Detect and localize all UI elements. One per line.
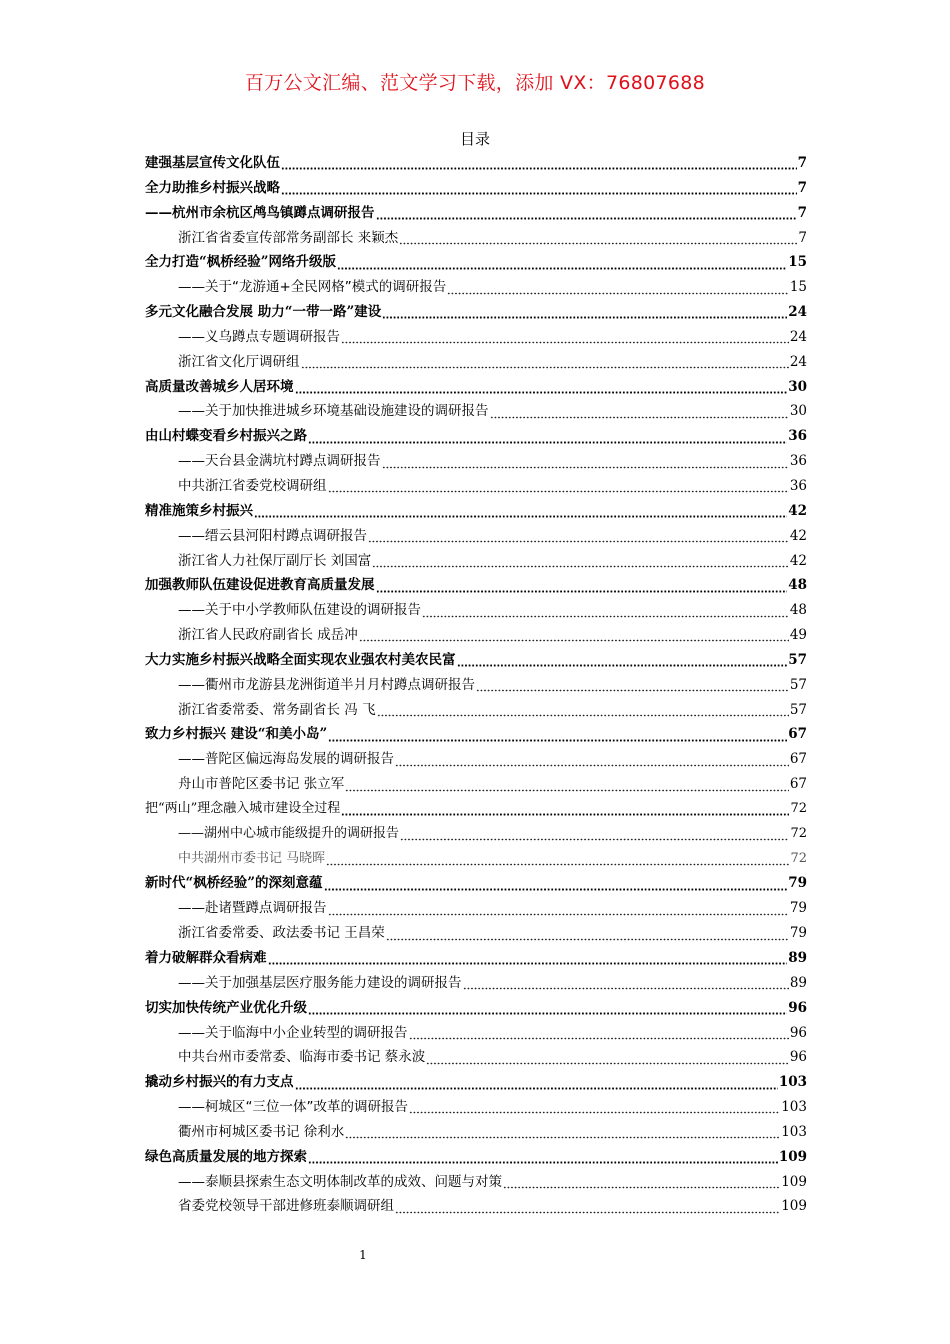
toc-entry[interactable] — [145, 1021, 807, 1046]
dot-leader — [308, 430, 787, 444]
toc-entry-title: 浙江省省委宣传部常务副部长 来颖杰 — [178, 229, 399, 246]
toc-entry[interactable] — [145, 772, 807, 797]
toc-entry-title: 撬动乡村振兴的有力支点 — [145, 1074, 294, 1091]
toc-entry[interactable] — [145, 499, 807, 524]
toc-entry[interactable] — [145, 623, 807, 648]
toc-entry-title: 浙江省人民政府副省长 成岳冲 — [178, 627, 358, 644]
toc-entry-page: 57 — [788, 651, 807, 668]
dot-leader — [308, 1001, 787, 1015]
toc-entry[interactable] — [145, 250, 807, 275]
toc-entry-page: 67 — [789, 776, 807, 793]
toc-entry-page: 96 — [788, 999, 807, 1016]
toc-entry-title: 精准施策乡村振兴 — [145, 502, 253, 519]
toc-entry[interactable] — [145, 1145, 807, 1170]
toc-entry[interactable] — [145, 1120, 807, 1145]
toc-entry-title: 由山村蝶变看乡村振兴之路 — [145, 428, 307, 445]
toc-entry-page: 103 — [781, 1099, 807, 1116]
toc-entry[interactable] — [145, 226, 807, 251]
toc-entry[interactable] — [145, 971, 807, 996]
toc-entry-title: 浙江省人力社保厅副厅长 刘国富 — [178, 552, 372, 569]
dot-leader — [382, 305, 787, 319]
toc-entry-title: 加强教师队伍建设促进教育高质量发展 — [145, 577, 375, 594]
dot-leader — [341, 330, 789, 344]
toc-entry-title: 大力实施乡村振兴战略全面实现农业强农村美农民富 — [145, 651, 456, 668]
dot-leader — [328, 728, 787, 742]
toc-entry-page: 24 — [789, 328, 807, 345]
toc-entry-title: 绿色高质量发展的地方探索 — [145, 1148, 307, 1165]
toc-entry[interactable] — [145, 325, 807, 350]
toc-entry-title: ——关于加强基层医疗服务能力建设的调研报告 — [178, 974, 462, 991]
toc-entry[interactable] — [145, 1045, 807, 1070]
toc-entry[interactable] — [145, 1194, 807, 1219]
toc-entry[interactable] — [145, 747, 807, 772]
toc-entry[interactable] — [145, 797, 807, 822]
dot-leader — [328, 479, 789, 493]
toc-entry-page: 48 — [789, 602, 807, 619]
dot-leader — [345, 778, 789, 792]
dot-leader — [254, 504, 787, 518]
toc-entry[interactable] — [145, 449, 807, 474]
toc-entry-title: 浙江省委常委、常务副省长 冯 飞 — [178, 701, 376, 718]
toc-entry-title: 着力破解群众看病难 — [145, 950, 267, 966]
toc-entry-page: 57 — [789, 701, 807, 718]
toc-entry-page: 96 — [789, 1024, 807, 1041]
dot-leader — [395, 753, 789, 767]
toc-entry-page: 36 — [789, 477, 807, 494]
toc-entry-title: 新时代“枫桥经验”的深刻意蕴 — [145, 875, 323, 892]
toc-entry[interactable] — [145, 871, 807, 896]
dot-leader — [308, 1150, 778, 1164]
toc-entry-page: 89 — [789, 974, 807, 991]
toc-entry[interactable] — [145, 424, 807, 449]
toc-entry-page: 48 — [788, 577, 807, 594]
dot-leader — [326, 852, 789, 866]
toc-entry-page: 15 — [788, 254, 807, 271]
toc-entry[interactable] — [145, 375, 807, 400]
toc-entry-title: 中共湖州市委书记 马晓晖 — [178, 850, 326, 866]
toc-entry-page: 7 — [797, 204, 807, 221]
toc-entry-page: 30 — [788, 378, 807, 395]
toc-entry-page: 67 — [789, 751, 807, 768]
dot-leader — [295, 1076, 778, 1090]
toc-entry-title: ——普陀区偏远海岛发展的调研报告 — [178, 751, 394, 768]
toc-entry-title: ——天台县金满坑村蹲点调研报告 — [178, 453, 381, 470]
toc-entry[interactable] — [145, 598, 807, 623]
toc-entry-page: 7 — [797, 155, 807, 171]
toc-entry[interactable] — [145, 847, 807, 872]
toc-entry[interactable] — [145, 176, 807, 201]
toc-entry-title: ——衢州市龙游县龙洲街道半爿月村蹲点调研报告 — [178, 676, 475, 693]
toc-entry-title: 浙江省文化厅调研组 — [178, 353, 300, 370]
dot-leader — [295, 380, 788, 394]
dot-leader — [409, 1026, 789, 1040]
toc-entry[interactable] — [145, 573, 807, 598]
toc-entry-page: 109 — [781, 1198, 807, 1215]
dot-leader — [281, 156, 797, 170]
toc-entry[interactable] — [145, 822, 807, 847]
toc-entry[interactable] — [145, 921, 807, 946]
toc-entry-page: 49 — [789, 627, 807, 644]
toc-entry-page: 103 — [781, 1123, 807, 1140]
toc-entry[interactable] — [145, 648, 807, 673]
toc-entry-title: ——柯城区“三位一体”改革的调研报告 — [178, 1099, 408, 1116]
toc-entry-page: 24 — [788, 304, 807, 321]
dot-leader — [395, 1200, 780, 1214]
toc-entry-title: 多元文化融合发展 助力“一带一路”建设 — [145, 304, 382, 321]
toc-entry-title: 浙江省委常委、政法委书记 王昌荣 — [178, 925, 385, 942]
toc-entry-page: 89 — [788, 950, 807, 966]
dot-leader — [324, 877, 788, 891]
toc-entry-title: ——义乌蹲点专题调研报告 — [178, 328, 340, 345]
toc-entry[interactable] — [145, 698, 807, 723]
toc-entry-page: 67 — [788, 726, 807, 743]
toc-entry[interactable] — [145, 399, 807, 424]
toc-entry-page: 109 — [781, 1173, 807, 1190]
dot-leader — [328, 902, 789, 916]
toc-entry-page: 72 — [790, 800, 807, 816]
toc-entry-title: 全力打造“枫桥经验”网络升级版 — [145, 254, 337, 271]
dot-leader — [503, 1175, 780, 1189]
toc-entry-page: 42 — [789, 527, 807, 544]
page-number: 1 — [359, 1248, 367, 1262]
toc-entry[interactable] — [145, 275, 807, 300]
dot-leader — [490, 405, 789, 419]
toc-entry-page: 103 — [778, 1074, 807, 1091]
toc-entry[interactable] — [145, 524, 807, 549]
toc-entry-page: 57 — [789, 676, 807, 693]
toc-entry[interactable] — [145, 1095, 807, 1120]
dot-leader — [377, 703, 789, 717]
toc-entry[interactable] — [145, 1170, 807, 1195]
dot-leader — [268, 951, 788, 965]
toc-entry-page: 24 — [789, 353, 807, 370]
dot-leader — [426, 1051, 789, 1065]
toc-entry[interactable] — [145, 996, 807, 1021]
toc-entry[interactable] — [145, 896, 807, 921]
toc-entry-title: 衢州市柯城区委书记 徐利水 — [178, 1123, 345, 1140]
toc-entry[interactable] — [145, 474, 807, 499]
toc-entry-title: 建强基层宣传文化队伍 — [145, 155, 280, 171]
dot-leader — [422, 604, 789, 618]
toc-entry-page: 96 — [789, 1049, 807, 1066]
toc-entry-title: ——关于中小学教师队伍建设的调研报告 — [178, 602, 421, 619]
toc-entry-title: 全力助推乡村振兴战略 — [145, 179, 280, 196]
toc-entry-page: 30 — [789, 403, 807, 420]
toc-entry-page: 15 — [789, 279, 807, 296]
dot-leader — [400, 827, 789, 841]
toc-entry-page: 109 — [778, 1148, 807, 1165]
dot-leader — [376, 579, 788, 593]
toc-entry-title: 把“两山”理念融入城市建设全过程 — [145, 800, 341, 816]
dot-leader — [301, 355, 789, 369]
toc-entry-page: 36 — [788, 428, 807, 445]
dot-leader — [457, 653, 788, 667]
toc-entry-page: 79 — [789, 925, 807, 942]
toc-entry[interactable] — [145, 151, 807, 176]
dot-leader — [337, 256, 787, 270]
toc-entry-title: ——赴诸暨蹲点调研报告 — [178, 900, 327, 917]
toc-entry[interactable] — [145, 946, 807, 971]
toc-entry-page: 7 — [798, 229, 807, 246]
toc-entry-title: 高质量改善城乡人居环境 — [145, 378, 294, 395]
toc-entry-title: 中共浙江省委党校调研组 — [178, 477, 327, 494]
dot-leader — [345, 1125, 780, 1139]
dot-leader — [399, 231, 797, 245]
toc-entry-title: 致力乡村振兴 建设“和美小岛” — [145, 726, 328, 743]
dot-leader — [341, 802, 789, 816]
toc-entry-title: ——泰顺县探索生态文明体制改革的成效、问题与对策 — [178, 1173, 502, 1190]
dot-leader — [463, 976, 789, 990]
dot-leader — [368, 529, 789, 543]
toc-entry[interactable] — [145, 201, 807, 226]
dot-leader — [409, 1100, 780, 1114]
dot-leader — [386, 927, 789, 941]
toc-entry-page: 79 — [789, 900, 807, 917]
toc-entry-page: 42 — [789, 552, 807, 569]
toc-entry-page: 72 — [790, 825, 807, 841]
toc-entry-title: ——杭州市余杭区鸬鸟镇蹲点调研报告 — [145, 204, 375, 221]
toc-entry-page: 79 — [788, 875, 807, 892]
toc-entry-title: ——湖州中心城市能级提升的调研报告 — [178, 825, 400, 841]
dot-leader — [376, 206, 797, 220]
toc-entry-page: 72 — [790, 850, 807, 866]
toc-title: 目录 — [459, 130, 490, 148]
toc-entry[interactable] — [145, 300, 807, 325]
toc-entry[interactable] — [145, 673, 807, 698]
toc-entry[interactable] — [145, 350, 807, 375]
dot-leader — [281, 181, 797, 195]
toc-entry-title: ——关于临海中小企业转型的调研报告 — [178, 1024, 408, 1041]
toc-entry-title: ——缙云县河阳村蹲点调研报告 — [178, 527, 367, 544]
toc-entry-title: ——关于加快推进城乡环境基础设施建设的调研报告 — [178, 403, 489, 420]
toc-entry-page: 36 — [789, 453, 807, 470]
toc-entry[interactable] — [145, 1070, 807, 1095]
toc-entry-page: 7 — [797, 179, 807, 196]
toc-entry-title: ——关于“龙游通+全民网格”模式的调研报告 — [178, 279, 447, 296]
toc-entry[interactable] — [145, 722, 807, 747]
toc-entry-title: 切实加快传统产业优化升级 — [145, 999, 307, 1016]
dot-leader — [382, 455, 789, 469]
toc-entry[interactable] — [145, 549, 807, 574]
toc-entry-title: 省委党校领导干部进修班泰顺调研组 — [178, 1198, 394, 1215]
dot-leader — [372, 554, 789, 568]
dot-leader — [476, 678, 789, 692]
dot-leader — [359, 628, 789, 642]
toc-entry-title: 舟山市普陀区委书记 张立军 — [178, 776, 345, 793]
toc-entry-page: 42 — [788, 502, 807, 519]
table-of-contents — [145, 151, 807, 1219]
toc-entry-title: 中共台州市委常委、临海市委书记 蔡永波 — [178, 1049, 426, 1066]
dot-leader — [447, 281, 789, 295]
watermark-banner: 百万公文汇编、范文学习下载，添加 VX：76807688 — [244, 72, 706, 94]
